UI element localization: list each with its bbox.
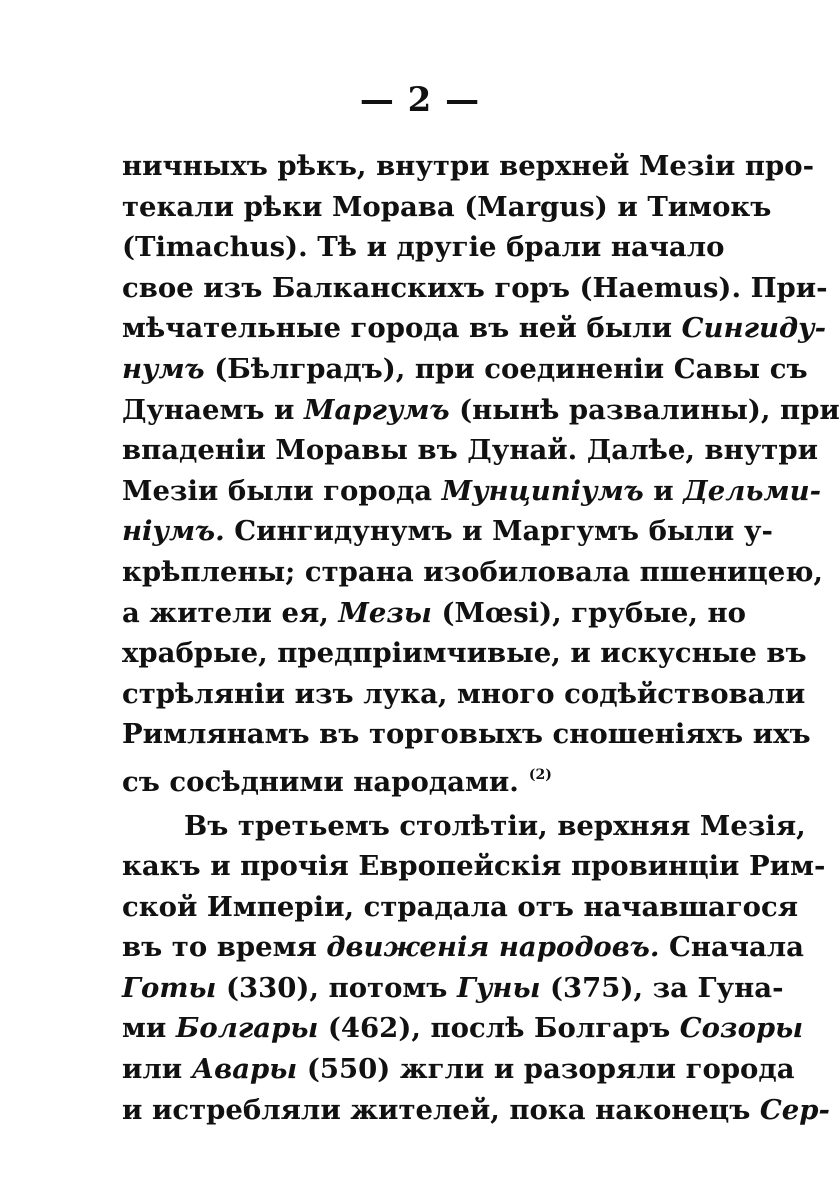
text-segment: или: [122, 1053, 192, 1086]
italic-text: Сингиду-: [681, 312, 827, 345]
text-segment: и истребляли жителей, пока наконецъ: [122, 1093, 760, 1126]
text-segment: (Timachus). Тѣ и другіе брали начало: [122, 231, 725, 264]
text-line: [122, 593, 746, 634]
italic-text: движенія народовъ.: [326, 931, 660, 964]
text-line: [122, 390, 840, 431]
text-segment: (330), потомъ: [216, 971, 457, 1004]
page-number: — 2 —: [359, 80, 481, 120]
text-line: [122, 806, 806, 847]
italic-text: ніумъ.: [122, 515, 225, 548]
text-segment: въ то время: [122, 931, 327, 964]
text-segment: крѣплены; страна изобиловала пшеницею,: [122, 555, 823, 588]
text-segment: (нынѣ развалины), при: [449, 393, 840, 426]
text-segment: храбрые, предпріимчивые, и искусные въ: [122, 637, 807, 670]
text-segment: Сингидунумъ и Маргумъ были у-: [224, 515, 773, 548]
text-segment: мѣчательные города въ ней были: [122, 312, 682, 345]
italic-text: Мунципіумъ: [441, 474, 644, 507]
text-line: [122, 714, 811, 755]
text-line: [122, 633, 807, 674]
italic-text: Готы: [122, 971, 217, 1004]
text-segment: а жители ея,: [122, 596, 339, 629]
italic-text: Созоры: [679, 1012, 804, 1045]
text-line: [122, 308, 827, 349]
italic-text: Авары: [191, 1053, 298, 1086]
text-line: [122, 471, 822, 512]
text-line: [122, 1090, 830, 1131]
italic-text: Дельми-: [683, 474, 822, 507]
text-segment: Въ третьемъ столѣтіи, верхняя Мезія,: [184, 809, 806, 842]
text-segment: (550) жгли и разоряли города: [297, 1053, 795, 1086]
text-segment: (462), послѣ Болгаръ: [318, 1012, 680, 1045]
text-line: [122, 968, 784, 1009]
text-segment: съ сосѣдними народами.: [122, 765, 519, 798]
text-segment: стрѣляніи изъ лука, много содѣйствовали: [122, 677, 806, 710]
text-line: [122, 755, 694, 796]
text-segment: свое изъ Балканскихъ горъ (Haemus). При-: [122, 271, 828, 304]
footnote-reference[interactable]: (2): [528, 766, 552, 783]
text-line: [122, 887, 799, 928]
paragraph: [122, 806, 830, 1131]
text-segment: Дунаемъ и: [122, 393, 305, 426]
text-line: [122, 268, 828, 309]
text-line: [122, 927, 804, 968]
text-segment: ми: [122, 1012, 176, 1045]
text-line: [122, 674, 806, 715]
text-segment: (Mœsi), грубые, но: [431, 596, 746, 629]
text-segment: какъ и прочія Европейскія провинціи Рим-: [122, 850, 826, 883]
italic-text: Мезы: [338, 596, 432, 629]
italic-text: Болгары: [175, 1012, 319, 1045]
italic-text: Гуны: [456, 971, 541, 1004]
text-segment: Римлянамъ въ торговыхъ сношеніяхъ ихъ: [122, 718, 811, 751]
text-segment: Мезіи были города: [122, 474, 442, 507]
text-segment: ничныхъ рѣкъ, внутри верхней Мезіи про-: [122, 150, 814, 182]
text-line: [122, 552, 823, 593]
text-segment: (375), за Гуна-: [540, 971, 784, 1004]
text-line: [122, 430, 818, 471]
text-line: [122, 227, 725, 268]
text-line: [122, 349, 808, 390]
text-line: [122, 511, 773, 552]
text-segment: и: [643, 474, 684, 507]
text-line: [122, 1008, 804, 1049]
page-body: [122, 146, 840, 1130]
text-line: [122, 146, 814, 187]
text-line: [122, 187, 772, 228]
text-segment: (Бѣлградъ), при соединеніи Савы съ: [204, 352, 808, 385]
text-line: [122, 1049, 795, 1090]
italic-text: нумъ: [122, 352, 205, 385]
italic-text: Маргумъ: [304, 393, 450, 426]
text-segment: впаденіи Моравы въ Дунай. Далѣе, внутри: [122, 434, 818, 467]
italic-text: Сер-: [759, 1093, 830, 1126]
text-segment: ской Имперіи, страдала отъ начавшагося: [122, 890, 799, 923]
text-segment: текали рѣки Морава (Margus) и Тимокъ: [122, 190, 772, 223]
paragraph: [122, 146, 840, 798]
text-segment: Сначала: [659, 931, 804, 964]
text-line: [122, 846, 826, 887]
